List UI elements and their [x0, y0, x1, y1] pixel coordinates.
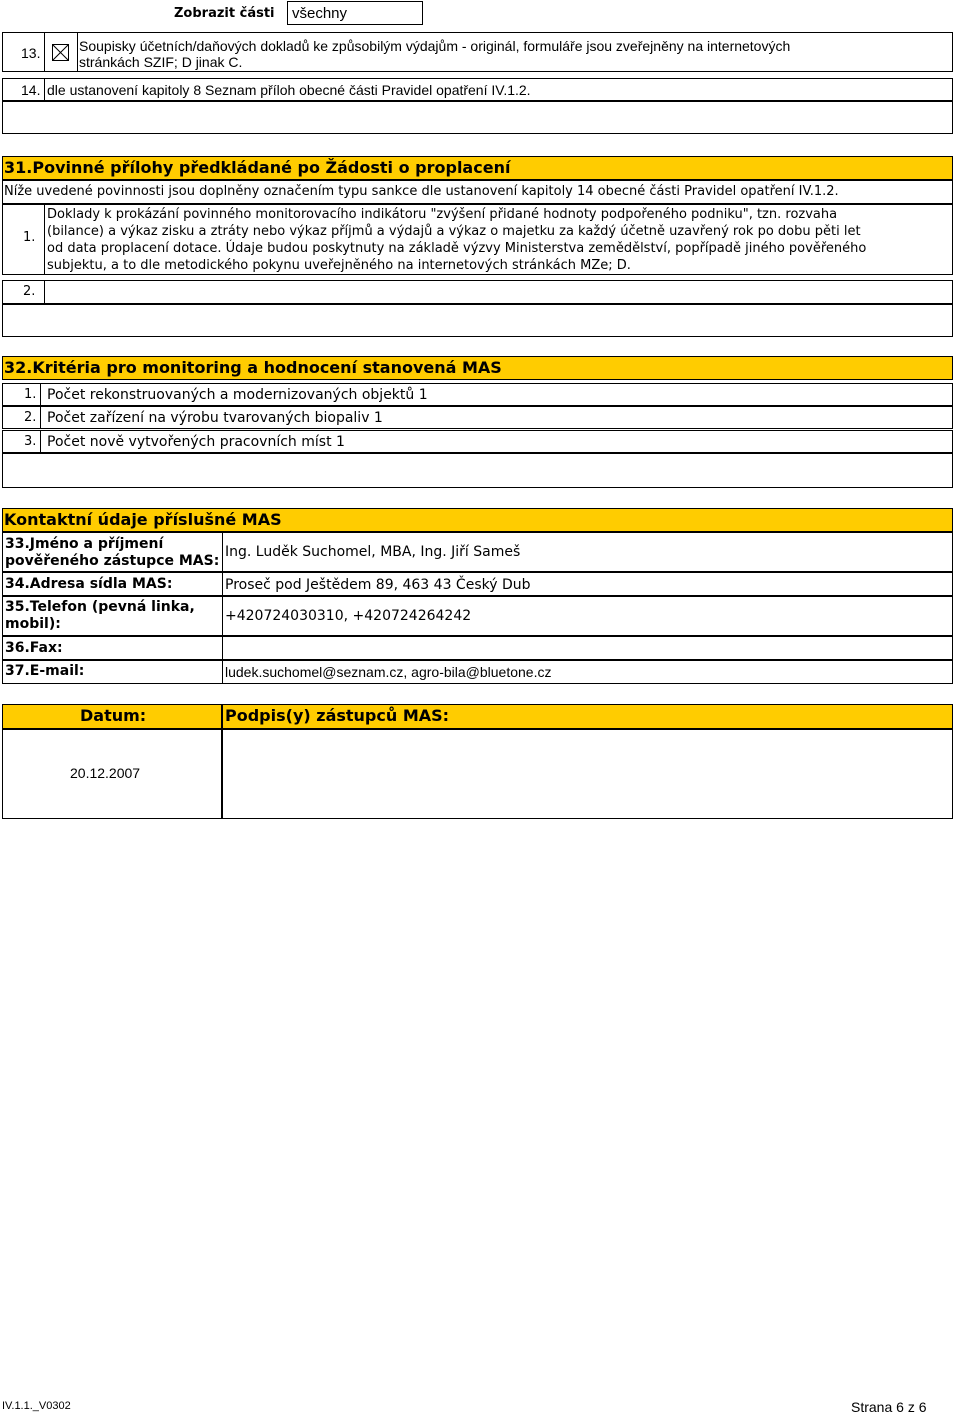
- date-value: 20.12.2007: [70, 765, 141, 781]
- address-value: Proseč pod Ještědem 89, 463 43 Český Dub: [225, 577, 531, 593]
- attachment-number: 14.: [21, 82, 41, 98]
- email-label: 37.E-mail:: [5, 663, 85, 679]
- section-32-title: 32.Kritéria pro monitoring a hodnocení stanovená MAS: [4, 358, 502, 377]
- contact-row-fax: [2, 636, 953, 660]
- obligation-number: 2.: [23, 284, 36, 299]
- page-number: Strana 6 z 6: [851, 1399, 927, 1415]
- section-31-note: Níže uvedené povinnosti jsou doplněny označením typu sankce dle ustanovení kapitoly 14 obecné části Pravidel opatření IV.1.2.: [4, 184, 839, 199]
- attachment-number: 13.: [21, 45, 41, 61]
- obligation-row-2: [2, 280, 953, 304]
- spacer-box: [2, 453, 953, 488]
- signature-cell: [222, 729, 953, 819]
- filter-label: Zobrazit části: [174, 6, 275, 21]
- criteria-number: 1.: [24, 387, 37, 402]
- version-code: IV.1.1._V0302: [2, 1400, 71, 1412]
- signature-label: Podpis(y) zástupců MAS:: [225, 706, 450, 725]
- criteria-text: Počet rekonstruovaných a modernizovaných objektů 1: [47, 387, 428, 403]
- address-label: 34.Adresa sídla MAS:: [5, 576, 173, 592]
- fax-label: 36.Fax:: [5, 640, 63, 656]
- criteria-text: Počet nově vytvořených pracovních míst 1: [47, 434, 345, 450]
- spacer-box: [2, 304, 953, 337]
- checked-checkbox-icon[interactable]: [52, 44, 69, 61]
- obligation-text: Doklady k prokázání povinného monitorovacího indikátoru "zvýšení přidané hodnoty podpořeného podniku", tzn. rozvaha (bilance) a výkaz zisku a ztráty nebo výkaz příjmů a výdajů a výkaz o majetku za každý účetně uzavřený rok po dobu pěti let od data proplacení dotace. Údaje budou poskytnuty na základě výzvy Ministerstva zemědělství, popřípadě jiného pověřeného subjektu, a to dle metodického pokynu uveřejněného na internetových stránkách MZe; D.: [47, 207, 867, 273]
- date-label: Datum:: [80, 706, 147, 725]
- contact-title: Kontaktní údaje příslušné MAS: [4, 510, 282, 529]
- email-value: ludek.suchomel@seznam.cz, agro-bila@bluetone.cz: [225, 664, 552, 680]
- criteria-number: 3.: [24, 434, 37, 449]
- obligation-number: 1.: [23, 230, 36, 245]
- filter-select[interactable]: všechny: [287, 1, 423, 25]
- attachment-text: Soupisky účetních/daňových dokladů ke způsobilým výdajům - originál, formuláře jsou zveřejněny na internetových stránkách SZIF; D jinak C.: [79, 38, 791, 70]
- criteria-number: 2.: [24, 410, 37, 425]
- criteria-text: Počet zařízení na výrobu tvarovaných biopaliv 1: [47, 410, 383, 426]
- spacer-box: [2, 101, 953, 134]
- name-value: Ing. Luděk Suchomel, MBA, Ing. Jiří Sameš: [225, 544, 521, 560]
- attachment-text: dle ustanovení kapitoly 8 Seznam příloh obecné části Pravidel opatření IV.1.2.: [47, 82, 531, 98]
- phone-value: +420724030310, +420724264242: [225, 608, 472, 624]
- phone-label: 35.Telefon (pevná linka, mobil):: [5, 599, 195, 632]
- name-label: 33.Jméno a příjmení pověřeného zástupce MAS:: [5, 536, 220, 569]
- section-31-title: 31.Povinné přílohy předkládané po Žádosti o proplacení: [4, 158, 511, 177]
